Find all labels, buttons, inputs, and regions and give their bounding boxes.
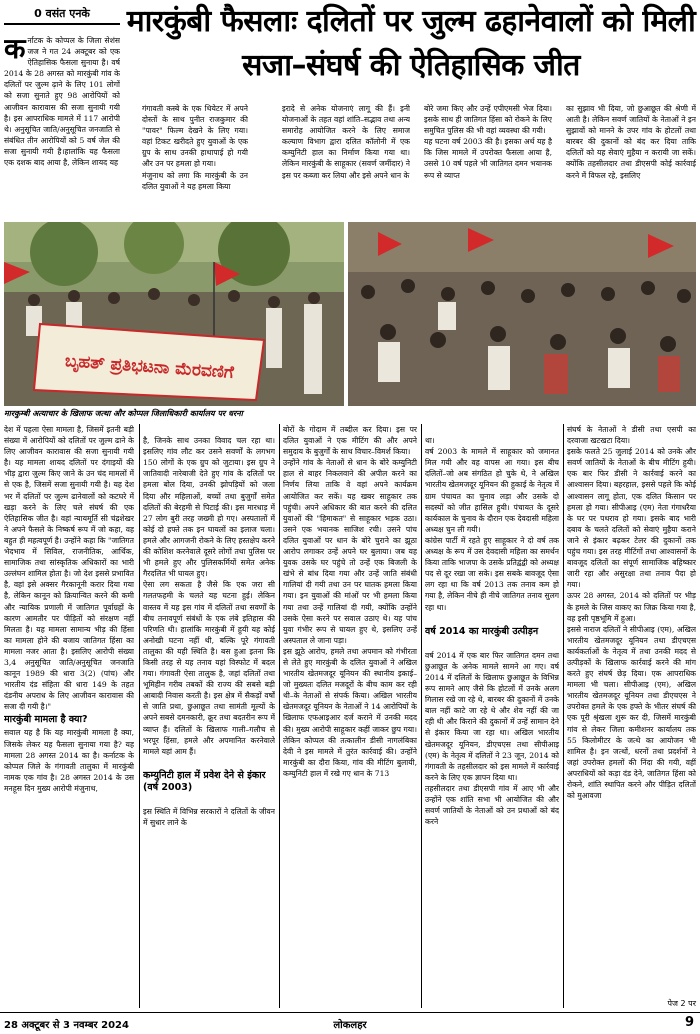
top-column-4: बोरे जमा किए और उन्हें एपीएमसी भेज दिया। इसके साथ ही जातिगत हिंसा को रोकने के लिए समुचित पुलिस की भी वहां व्यवस्था की गयी। यह घटना वर्ष 2003 की है। इसका अर्थ यह है कि जिस मामले में उपरोक्त फैसला आया है, उससे 10 वर्ष पहले भी जातिगत दमन भयानक रूप से व्याप्त: [424, 104, 552, 180]
continued-note: पेज 2 पर: [667, 999, 696, 1008]
bottom-column-4: [425, 424, 559, 1009]
issue-date: 28 अक्टूबर से 3 नवम्बर 2024: [4, 1020, 129, 1031]
photo-caption: मारकुम्बी अत्याचार के खिलाफ जत्था और कोप्पल जिलाधिकारी कार्यालय पर धरना: [4, 409, 243, 418]
subheading: वर्ष 2014 का मारकुंबी उत्पीड़न: [425, 625, 539, 637]
publication-name: लोकलहर: [333, 1020, 367, 1031]
column-rule: [279, 424, 280, 1008]
rally-photo-illustration: [4, 222, 344, 406]
column-rule: [421, 424, 422, 1008]
dharna-photo-illustration: [348, 222, 696, 406]
page-footer: [0, 1012, 700, 1034]
intro-text: र्नाटक के कोप्पल के जिला सेशंस जज ने गत 24 अक्टूबर को एक ऐतिहासिक फैसला सुनाया है। वर्ष 2014 के 28 अगस्त को मारकुंबी गांव के दलितों पर जुल्म ढ़ाने के लिए 101 लोगों को सजा सुनाते हुए 98 आरोपियों को आजीवन कारावास की सजा सुनायी गयी है। इस आपराधिक मामले में 117 आरोपी थे। अनुसूचित जाति/अनुसूचित जनजाति से संबंधित तीन आरोपियों को 5 वर्ष जेल की सजा सुनायी गयी है।हालांकि यह फैसला एक दशक बाद आया है, लेकिन शायद यह: [4, 36, 120, 168]
column-text: सवाल यह है कि यह मारकुंबी मामला है क्या, जिसके लेकर यह फैसला सुनाया गया है? यह मामला 28 अगस्त 2014 का है। कर्नाटक के कोप्पल जिले के गंगावती तालुका में मारकुंबी नामक एक गांव है। 28 अगस्त 2014 के उस मनहूस दिन मुख्य आरोपी मंजुनाथ,: [4, 728, 134, 793]
top-column-2: गंगावती कस्बे के एक थियेटर में अपने दोस्तों के साथ पुनीत राजकुमार की "पावर" फिल्म देखने के लिए गया। वहां टिकट खरीदते हुए युवाओं के एक ग्रुप के साथ उनकी हाथापाई हो गयी और उन पर हमला हो गया। मंजुनाथ को लगा कि मारकुंबी के उन दलित युवाओं ने यह हमला किया: [142, 104, 248, 191]
column-text: है, जिनके साथ उनका विवाद चल रहा था। इसलिए गांव लौट कर उसने सवर्णों के लगभग 150 लोगों के एक ग्रुप को जुटाया। इस ग्रुप ने जातिवादी नारेबाजी देते हुए गांव के दलितों पर हमला बोल दिया, उनकी झोपड़ियों को जला दिया और महिलाओं, बच्चों तथा बुजुर्गों समेत दलितों की बेरहमी से पिटाई की। इस मारधाड़ में 27 लोग बुरी तरह जख्मी हो गए। अस्पतालों में कोई दो हफ्ते तक इन घायलों का इलाज चला। हमले और आगजनी रोकने के लिए हस्तक्षेप करने की कोशिश करनेवाले दूसरे लोगों तथा पुलिस पर भी हमले हुए और पुलिसकर्मियों समेत अनेक गैरदलित भी घायल हुए। ऐसा लग सकता है जैसे कि एक जरा सी गलतफहमी के चलते यह घटना हुई। लेकिन वास्तव में यह इस गांव में दलितों तथा सवर्णों के बीच तनावपूर्ण संबंधों के एक लंबे इतिहास की परिणति थी। हालांकि मारकुंबी में हुयी यह कोई अनोखी घटना नहीं थी, बल्कि पूरे गंगावती तालुका की यही स्थिति है। बस हुआ इतना कि किसी तरह से यह तनाव यहां विस्फोट में बदल गया। गंगावती ऐसा तालुक है, जहां दलितों तथा भूमिहीन गरीब तबकों की राज्य की सबसे बड़ी आबादी निवास करती है। इस क्षेत्र में सैकड़ों वर्षों से जाति प्रथा, छुआछूत तथा सामंती मूल्यों के अपने सबसे दमनकारी, क्रूर तथा बदतरीन रूप में व्याप्त हैं। दलितों के खिलाफ गाली–गलौच से भरपूर हिंसा, हमले और अपमानित करनेवाले मामले यहां आम हैं।: [143, 436, 275, 756]
drop-cap: क: [4, 35, 26, 65]
intro-column: [4, 35, 120, 213]
bottom-column-2: [143, 424, 275, 1009]
rally-photo: [4, 222, 344, 406]
banner-text: ಬೃಹತ್ ಪ್ರತಿಭಟನಾ ಮೆರವಣಿಗೆ: [64, 351, 235, 383]
column-rule: [563, 424, 564, 1008]
column-text: था। वर्ष 2003 के मामले में साहूकार को जमानत मिल गयी और वह वापस आ गया। इस बीच दलितों–जो अब संगठित हो चुके थे, ने अखिल भारतीय खेतमजदूर यूनियन की हुकाई के नेतृत्व में ग्राम पंचायत का चुनाव लड़ा और उसके दो सदस्यों को जीत हासिल हुयी। पंचायत के दूसरे कार्यकाल के चुनाव के दौरान एक देवदासी महिला अध्यक्ष चुन ली गयी। कांग्रेस पार्टी में रहते हुए साहूकार ने दो वर्ष तक अध्यक्ष के रूप में उस देवदासी महिला का समर्थन किया ताकि भाजपा के उसके प्रतिद्वंद्वी को अध्यक्ष पद से दूर रखा जा सके। इस सबके बावजूद ऐसा लग रहा था कि वर्ष 2013 तक तनाव कम हो गया है, लेकिन नीचे ही नीचे जातिगत तनाव सुलग रहा था।: [425, 436, 559, 612]
top-column-3: इरादे से अनेक योजनाएं लागू की हैं। इनी योजनाओं के तहत वहां शांति–सद्भाव तथा अन्य समारोह आयोजित करने के लिए समाज कल्याण विभाग द्वारा दलित कॉलोनी में एक कम्युनिटी हाल का निर्माण किया गया था। लेकिन मारकुंबी के साहूकार (सवर्ण जमींदार) ने इस पर कब्जा कर लिया और इसे अपने धान के: [282, 104, 410, 180]
page-headline: मारकुंबी फैसलाः दलितों पर जुल्म ढहानेवालों को मिली सजा–संघर्ष की ऐतिहासिक जीत: [126, 4, 696, 83]
dharna-photo: [348, 222, 696, 406]
column-text: वर्ष 2014 में एक बार फिर जातिगत दमन तथा छुआछूत के अनेक मामले सामने आ गए। वर्ष 2014 में दलितों के खिलाफ छुआछूत के विभिन्न रूप सामने आए जैसे कि होटलों में उनके अलग गिलास रखे जा रहे थे, बारबर की दुकानों में उनके बाल नहीं काटे जा रहे थे और शेव नहीं की जा रही थी और किराने की दुकानों में उन्हें सामान देने से इंकार किया जा रहा था। अखिल भारतीय खेतमजदूर यूनियन, डीएचएस तथा सीपीआइ (एम) के नेतृत्व में दलितों ने 23 जून, 2014 को गंगावती के तहसीलदार को इस मामले में कार्रवाई करने के लिए एक ज्ञापन दिया था। तहसीलदार तथा डीएसपी गांव में आए भी और उन्होंने एक शांति सभा भी आयोजित की और सवर्ण जातियों के नेताओं को उन प्रथाओं को बंद करने: [425, 650, 559, 827]
column-text: इस स्थिति में विभिन्न सरकारों ने दलितों के जीवन में सुधार लाने के: [143, 807, 275, 828]
bottom-column-5: संघर्ष के नेताओं ने डीसी तथा एसपी का दरवाजा खटखटा दिया। इसके फलते 25 जुलाई 2014 को उनके और सवर्ण जातियों के नेताओं के बीच मीटिंग हुयी। एक बार फिर डीसी ने कार्रवाई करने का आश्वासन दिया। बहरहाल, इससे पहले कि कोई आश्वासन लागू होता, एक दलित किसान पर हमला हो गया। सीपीआइ (एम) नेता गंगाधरैया के घर पर पथराव हो गया। इसके बाद भारी दबाव के चलते दलितों को सेवाएं मुहैया कराने जाने से इंकार बढ़कर टेलर की दुकानों तक पहुंच गया। इस तरह मीटिंगों तथा आश्वासनों के बावजूद दलितों का संपूर्ण सामाजिक बहिष्कार जारी रहा और असुरक्षा तथा तनाव पैदा हो गया। ऊपर 28 अगस्त, 2014 को दलितों पर भीड़ के हमले के जिस वाकए का जिक्र किया गया है, वह इसी पृष्ठभूमि में हुआ। इससे नाराज दलितों ने सीपीआइ (एम), अखिल भारतीय खेतमजदूर यूनियन तथा डीएचएस कार्यकर्ताओं के नेतृत्व में तथा उनकी मदद से उत्पीड़कों के खिलाफ कार्रवाई करने की मांग करते हुए संघर्ष छेड़ दिया। एक आपराधिक मामला भी चला। सीपीआइ (एम), अखिल भारतीय खेतमजदूर यूनियन तथा डीएचएस ने उपरोक्त हमले के एक हफ्ते के भीतर संघर्ष की एक पूरी श्रृंखला शुरू कर दी, जिसमें मारकुंबी गांव से लेकर जिला कमीशनर कार्यालय तक 55 किलोमीटर के जत्थे का आयोजन भी शामिल है। इन जत्थों, धरनों तथा प्रदर्शनों ने जहां उपरोक्त हमलों की निंदा की गयी, वहीं अपराधियों को कड़ा दंड देने, जातिगत हिंसा को रोकने, शांति स्थापित करने और पीड़ित दलितों को मुआवजा: [567, 425, 696, 801]
bottom-column-3: बोरों के गोदाम में तब्दील कर दिया। इस पर दलित युवाओं ने एक मीटिंग की और अपने समुदाय के बुजुर्गों के साथ विचार–विमर्श किया। उन्होंने गांव के नेताओं से धान के बोरे कम्युनिटी हाल से बाहर निकलवाने की अपील करने का निर्णय लिया ताकि वे वहां अपने कार्यक्रम आयोजित कर सकें। यह खबर साहूकार तक पहुंची। अपने अधिकार की बात करने की दलित युवाओं की "हिमाकत" से साहूकार भड़क उठा। उसने एक भयानक साजिश रची। उसने पांच दलित युवाओं पर धान के बोरे चुराने का झूठा आरोप लगाकर उन्हें अपने घर बुलाया। जब यह युवक उसके घर पहुंचे तो उन्हें एक बिजली के खंभे से बांध दिया गया और उन्हें जाति संबंधी गालियां दी गयी तथा उन पर घातक हमला किया गया। इन युवाओं की मांओं पर भी हमला किया गया तथा उन्हें गालियां दी गयी, क्योंकि उन्होंने उसके ऐसा करने पर सवाल उठाए थे। यह पांच युवा गंभीर रूप से घायल हुए थे, इसलिए उन्हें अस्पताल ले जाना पड़ा। इस झूठे आरोप, हमले तथा अपमान को गंभीरता से लेते हुए मारकुंबी के दलित युवाओं ने अखिल भारतीय खेतमजदूर यूनियन की स्थानीय इकाई–जो मुख्यतः दलित मजदूरों के बीच काम कर रही थी–के नेताओं से संपर्क किया। अखिल भारतीय खेतमजदूर यूनियन के नेताओं ने 14 आरोपियों के खिलाफ एफआइआर दर्ज कराने में उनकी मदद की। मुख्य आरोपी साहूकार कहीं जाकर छुप गया। लेकिन कोप्पल की तत्कालीन डीसी नागलंबिका देवी ने इस मामले में तुरंत कार्रवाई की। उन्होंने मारकुंबी का दौरा किया, गांव की मीटिंग बुलायी, कम्युनिटी हाल में रखे गए धान के 713: [283, 425, 417, 778]
bottom-column-1: [4, 424, 134, 1009]
section-tag: 0 वसंत एनके: [4, 5, 120, 25]
subheading: मारकुंबी मामला है क्या?: [4, 714, 88, 726]
page-number: 9: [684, 1015, 694, 1030]
top-column-5: का सुझाव भी दिया, जो छुआछूत की श्रेणी में आती है। लेकिन सवर्ण जातियों के नेताओं ने इन सुझावों को मानने के उपर गांव के होटलों तथा बारबर की दुकानों को बंद कर दिया ताकि दलितों को यह सेवाएं मुहैया न करायी जा सकें। क्योंकि तहसीलदार तथा डीएसपी कोई कार्रवाई करने में विफल रहे, इसलिए: [566, 104, 696, 180]
column-text: देश में पहला ऐसा मामला है, जिसमें इतनी बड़ी संख्या में आरोपियों को दलितों पर जुल्म ढाने के लिए आजीवन कारावास की सजा सुनायी गयी है। यह मामला शायद दलितों पर दंगाइयों की भीड़ द्वारा जुल्म किए जाने के उन चंद मामलों में से एक है, जिसमें सजा सुनायी गयी है। यह देश भर में दलितों पर जुल्म ढानेवालों को कटघरे में खड़ा करने के लिए चले संघर्ष की एक ऐतिहासिक जीत है। वहां न्यायमूर्ति सी चंद्रशेखर ने अपने फैसले के निष्कर्ष रूप में जो कहा, वह बहुत ही महत्वपूर्ण है। उन्होंने कहा कि "जातिगत भेदभाव में सिविल, राजनीतिक, आर्थिक, सामाजिक तथा सांस्कृतिक अधिकारों का भारी उल्लंघन शामिल होता है। जो देश इससे प्रभावित है, वहां इसे अक्सर गैरकानूनी करार दिया गया है, लेकिन कानून को क्रियान्वित करने की कमी और न्यायिक प्रणाली में जातिगत पूर्वाग्रहों के कारण आमतौर पर पीड़ितों को संरक्षण नहीं मिलता है। यह मामला सामान्य भीड़ की हिंसा का मामला होने की बजाय जातिगत हिंसा का मामला नजर आता है। इसलिए आरोपी संख्या 3,4 अनुसूचित जाति/अनुसूचित जनजाति कानून 1989 की धारा 3(2) (पांच) और भारतीय दंड संहिता की धारा 149 के तहत दंडनीय अपराध के लिए आजीवन कारावास की सजा दी गयी है।": [4, 425, 134, 712]
column-rule: [139, 424, 140, 1008]
subheading: कम्युनिटी हाल में प्रवेश देने से इंकार (वर्ष 2003): [143, 769, 266, 793]
